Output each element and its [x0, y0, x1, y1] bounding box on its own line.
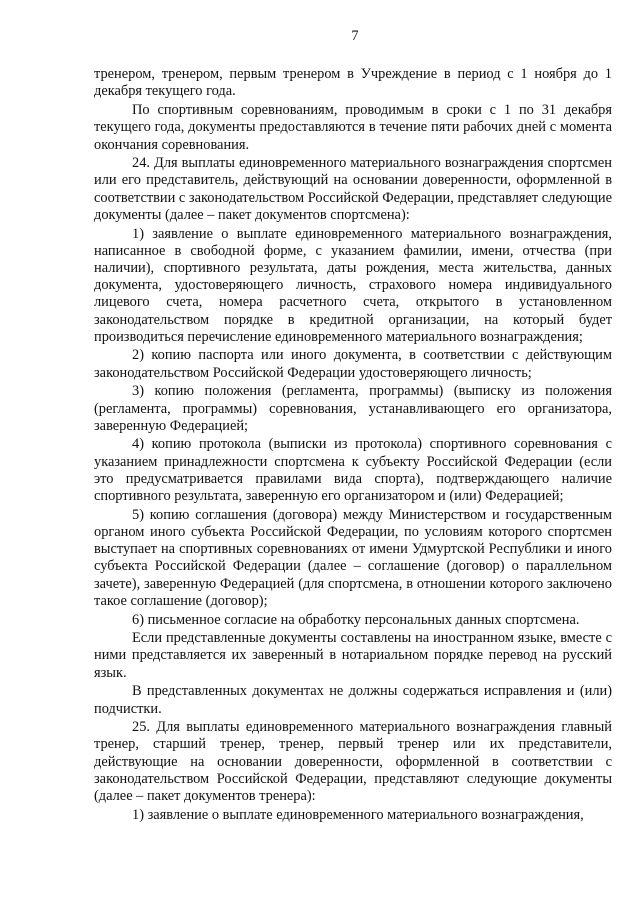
list-item-coach-application: 1) заявление о выплате единовременного материального вознаграждения,	[132, 806, 584, 823]
list-item-application: 1) заявление о выплате единовременного материального вознаграждения, написанное в свободной форме, с указанием фамилии, имени, отчества (при наличии), спортивного результата, даты рождения, места жительства, данных документа, удостоверяющего личность, страхового номера индивидуального лицевого счета, номера расчетного счета, открытого в установленном законодательством порядке в кредитной организации, на который будет производиться перечисление единовременного материального вознаграждения;	[94, 225, 612, 345]
document-page	[94, 28, 612, 825]
list-item-protocol-copy: 4) копию протокола (выписки из протокола) спортивного соревнования с указанием принадлежности спортсмена к субъекту Российской Федерации (если это предусматривается правилами вида спорта), подтверждающего наличие спортивного результата, заверенную его организатором и (или) Федерацией;	[94, 436, 612, 505]
list-item-passport-copy: 2) копию паспорта или иного документа, в соответствии с действующим законодательством Российской Федерации удостоверяющего личность;	[94, 347, 612, 381]
list-item-regulation-copy: 3) копию положения (регламента, программы) (выписку из положения (регламента, программы) соревнования, устанавливающего его организатора, заверенную Федерацией;	[94, 383, 612, 434]
paragraph-no-corrections: В представленных документах не должны содержаться исправления и (или) подчистки.	[94, 683, 612, 717]
page-number: 7	[351, 28, 359, 44]
paragraph-foreign-language: Если представленные документы составлены на иностранном языке, вместе с ними представляется их заверенный в нотариальном порядке перевод на русский язык.	[94, 630, 612, 681]
list-item-agreement-copy: 5) копию соглашения (договора) между Министерством и государственным органом иного субъекта Российской Федерации, по условиям которого спортсмен выступает на спортивных соревнованиях от имени Удмуртской Республики и иного субъекта Российской Федерации (далее – соглашение (договор) о параллельном зачете), заверенную Федерацией (для спортсмена, в отношении которого заключено такое соглашение (договор);	[94, 506, 612, 609]
paragraph-24-athlete-documents: 24. Для выплаты единовременного материального вознаграждения спортсмен или его представитель, действующий на основании доверенности, оформленной в соответствии с законодательством Российской Федерации, представляет следующие документы (далее – пакет документов спортсмена):	[94, 155, 612, 223]
list-item-personal-data-consent: 6) письменное согласие на обработку персональных данных спортсмена.	[132, 611, 580, 628]
paragraph-december-competitions: По спортивным соревнованиям, проводимым в сроки с 1 по 31 декабря текущего года, документы предоставляются в течение пяти рабочих дней с момента окончания соревнования.	[94, 102, 612, 153]
paragraph-continuation: тренером, тренером, первым тренером в Учреждение в период с 1 ноября до 1 декабря текущего года.	[94, 66, 612, 100]
paragraph-25-coach-documents: 25. Для выплаты единовременного материального вознаграждения главный тренер, старший тренер, тренер, первый тренер или их представители, действующие на основании доверенности, оформленной в соответствии с законодательством Российской Федерации, представляют следующие документы (далее – пакет документов тренера):	[94, 719, 612, 805]
